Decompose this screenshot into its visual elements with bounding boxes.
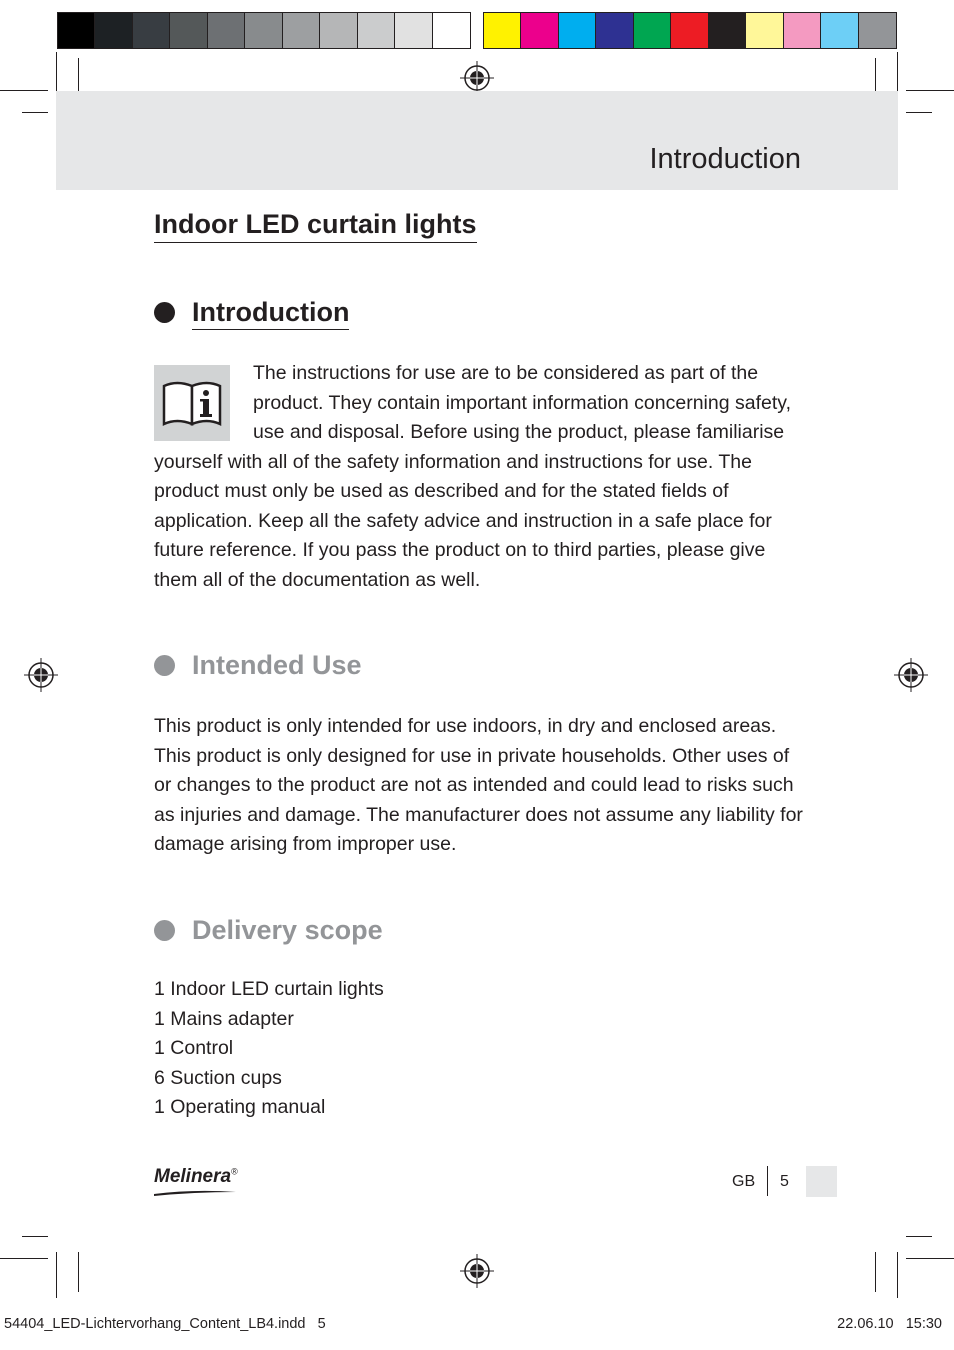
document-title: Indoor LED curtain lights	[154, 207, 477, 243]
color-swatch	[784, 13, 821, 48]
crop-mark	[906, 112, 932, 113]
icon-spacer	[154, 359, 253, 447]
crop-mark	[56, 1252, 57, 1298]
brand-swoosh-icon	[154, 1188, 238, 1196]
list-item: 6 Suction cups	[154, 1066, 282, 1089]
crop-mark	[906, 90, 954, 91]
brand-name: Melinera	[154, 1166, 232, 1187]
color-swatch	[484, 13, 521, 48]
delivery-scope-list	[154, 975, 384, 1123]
registration-mark-icon	[460, 61, 494, 95]
crop-mark	[875, 1252, 876, 1292]
color-swatch	[559, 13, 596, 48]
brand-logo	[154, 1166, 238, 1188]
registration-mark-icon	[24, 658, 58, 692]
page-number: 5	[780, 1173, 789, 1190]
slug-file-info: 54404_LED-Lichtervorhang_Content_LB4.indd 5	[4, 1316, 326, 1332]
color-swatch	[433, 13, 470, 48]
bullet-icon	[154, 302, 175, 323]
color-swatch	[283, 13, 320, 48]
crop-mark	[897, 1252, 898, 1298]
section-heading-text: Intended Use	[192, 650, 362, 680]
introduction-body-text: The instructions for use are to be considered as part of the product. They contain important information concerning safety, use and disposal. Before using the product, please familiarise yourself with all of the safety information and instructions for use. The product must only be used as described and for the stated fields of application. Keep all the safety advice and instruction in a safe place for future reference. If you pass the product on to third parties, please give them all of the documentation as well.	[154, 362, 791, 591]
crop-mark	[0, 1258, 48, 1259]
color-swatch	[95, 13, 132, 48]
list-item: 1 Control	[154, 1037, 234, 1060]
color-swatch	[521, 13, 558, 48]
color-swatch	[596, 13, 633, 48]
color-swatch	[746, 13, 783, 48]
color-swatch	[821, 13, 858, 48]
crop-mark	[78, 1252, 79, 1292]
section-heading-text: Delivery scope	[192, 915, 383, 945]
section-heading-introduction	[154, 295, 349, 330]
registered-mark: ®	[231, 1166, 238, 1177]
crop-mark	[906, 1258, 954, 1259]
color-swatch	[170, 13, 207, 48]
color-swatch	[859, 13, 896, 48]
color-swatch	[358, 13, 395, 48]
bullet-icon	[154, 655, 175, 676]
page-tab	[806, 1166, 837, 1197]
list-item: 1 Operating manual	[154, 1096, 326, 1119]
color-swatch	[671, 13, 708, 48]
color-swatch	[320, 13, 357, 48]
intended-use-body: This product is only intended for use indoors, in dry and enclosed areas. This product is only designed for use in private households. Other uses of or changes to the product are not as intended and could lead to risks such as injuries and damage. The manufacturer does not assume any liability for damage arising from improper use.	[154, 715, 803, 855]
color-swatch	[58, 13, 95, 48]
registration-mark-icon	[460, 1254, 494, 1288]
crop-mark	[0, 90, 48, 91]
section-heading-text: Introduction	[192, 295, 349, 330]
crop-mark	[906, 1236, 932, 1237]
list-item: 1 Mains adapter	[154, 1007, 294, 1030]
slug-date-time: 22.06.10 15:30	[837, 1316, 942, 1332]
crop-mark	[22, 112, 48, 113]
grayscale-color-bar	[57, 12, 471, 49]
registration-mark-icon	[894, 658, 928, 692]
color-swatch	[395, 13, 432, 48]
introduction-body	[154, 359, 804, 595]
section-heading-delivery-scope	[154, 913, 383, 947]
color-swatch	[245, 13, 282, 48]
language-code: GB	[732, 1173, 756, 1190]
color-swatch	[208, 13, 245, 48]
list-item: 1 Indoor LED curtain lights	[154, 978, 384, 1000]
footer-divider	[767, 1166, 768, 1196]
bullet-icon	[154, 920, 175, 941]
section-heading-intended-use	[154, 648, 362, 682]
crop-mark	[22, 1236, 48, 1237]
color-swatch	[634, 13, 671, 48]
process-color-bar	[483, 12, 897, 49]
color-swatch	[709, 13, 746, 48]
header-section-title: Introduction	[649, 143, 801, 175]
color-swatch	[133, 13, 170, 48]
